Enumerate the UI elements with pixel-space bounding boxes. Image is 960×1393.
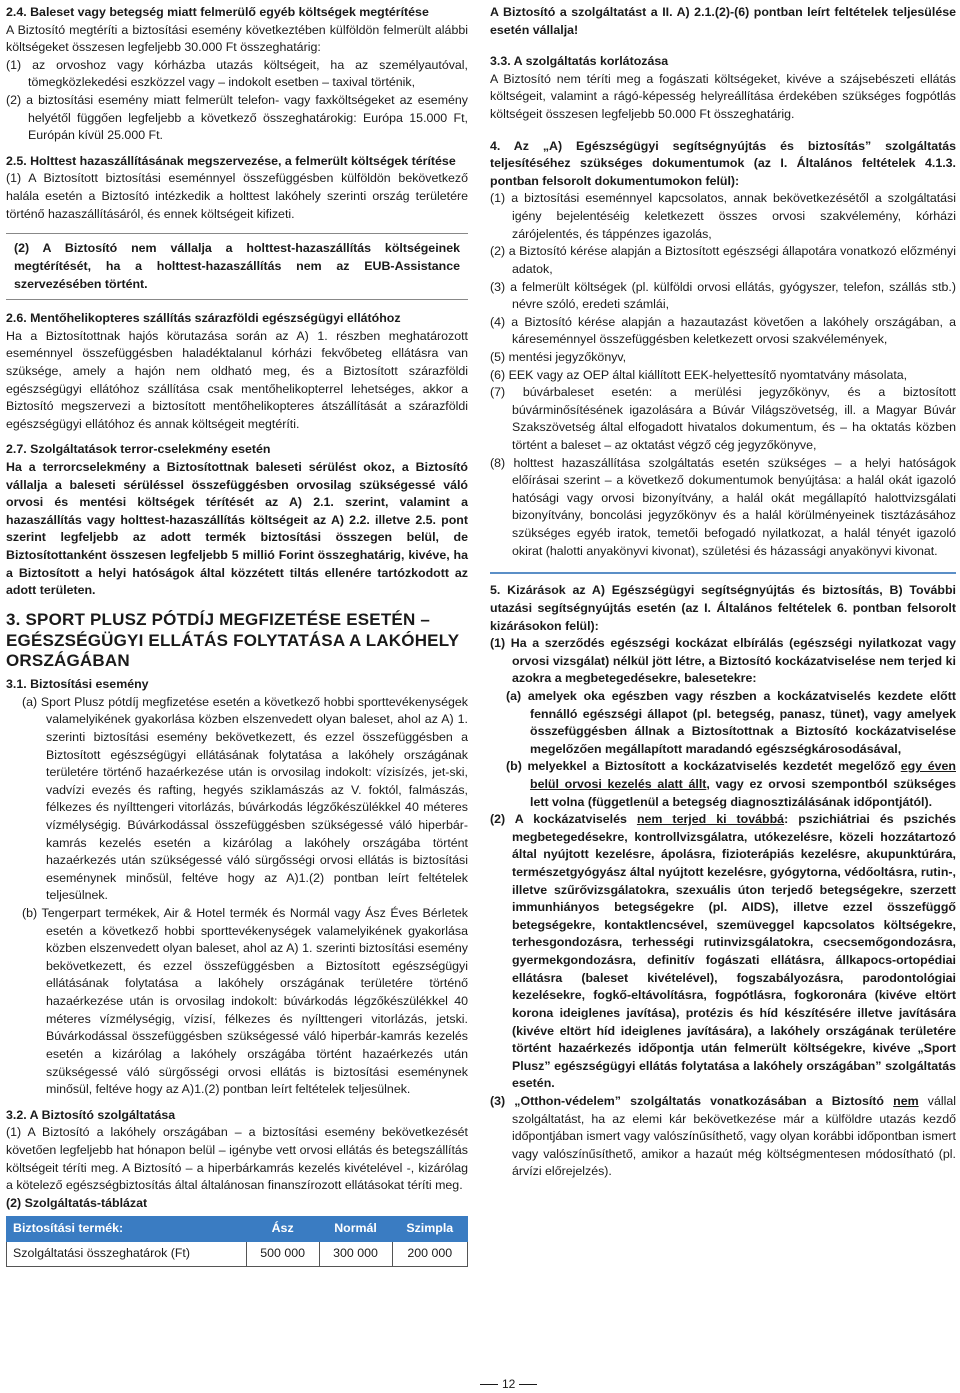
section-2-7-paragraph: Ha a terrorcselekmény a Biztosítottnak baleseti sérülést okoz, a Biztosító vállalja a baleseti sérüléssel összefüggésben orvosilag szükségessé váló orvosi és mentési költségek térítését az A) 2.1. szerint, valamint a hazaszállítás vagy holttest-hazaszállítás költségeit az A) 2.2. illetve 2.5. pont szerint legfeljebb az adott termék biztosítási összegen belül, de Biztosítottanként összesen legfeljebb 5 millió Forint összeghatárig, kivéve, ha a Biztosított a helyi hatóságok által közzétett tiltás ellenére tartózkodott az adott területen. — [6, 460, 468, 598]
section-2-5-paragraph: (1) A Biztosított biztosítási eseménnyel összefüggésben külföldön bekövetkező halála esetén a Biztosító intézkedik a holttest lakóhely szerinti ország területére történő hazaszállításáról, és ennek költségeit kifizeti. — [6, 171, 468, 221]
service-table-cell-asz: 500 000 — [246, 1241, 319, 1266]
section-2-6-paragraph: Ha a Biztosítottnak hajós körutazása során az A) 1. részben meghatározott eseménnyel összefüggésben haladéktalanul kórházi fekvőbeteg ellátásra van szüksége, amely a hajón nem oldható meg, és a Biztosított szárazföldi egészségügyi ellátóhoz szállítása csak mentőhelikopterrel lehetséges, akkor a Biztosító megszervezi a biztosított mentőhelikopteres átszállítását a szárazföldi egészségügyi ellátóhoz és annak költségeit megtéríti. — [6, 328, 468, 431]
section-2-7-heading: 2.7. Szolgáltatások terror-cselekmény esetén — [6, 442, 271, 457]
section-5-item-3: (3) „Otthon-védelem” szolgáltatás vonatkozásában a Biztosító nem vállal szolgáltatást, ha az elemi kár bekövetkezése már a külföldre utazás kezdő időpontjában ismert vagy valószínűsíthető, vagy olyan korábbi időpontban ismert vagy valószínűsíthető, amikor a hazaút még költségmentesen módosítható (pl. árvízi előrejelzés). — [490, 1093, 956, 1179]
section-3-heading: 3. SPORT PLUSZ PÓTDÍJ MEGFIZETÉSE ESETÉN – EGÉSZSÉGÜGYI ELLÁTÁS FOLYTATÁSA A LAKÓHELY ORSZÁGÁBAN — [6, 609, 459, 671]
section-5-item-1: (1) Ha a szerződés egészségi kockázat elbírálás (egészségi nyilatkozat vagy orvosi vizsgálat) nélkül jött létre, a Biztosító kockázatviselése nem terjed ki azokra a megbetegedésekre, balesetekre: — [490, 636, 956, 686]
section-2-6-heading: 2.6. Mentőhelikopteres szállítás szárazföldi egészségügyi ellátóhoz — [6, 311, 401, 326]
section-4-item-1: (1) a biztosítási eseménnyel kapcsolatos, annak bekövetkezésétől a szolgáltatási igény bejelentéséig keletkezett összes orvosi szakvélemény, kórházi zárójelentés, és táppénzes igazolás, — [490, 191, 956, 241]
service-table-header-product: Biztosítási termék: — [7, 1217, 247, 1242]
section-4-item-3: (3) a felmerült költségek (pl. külföldi orvosi ellátás, gyógyszer, telefon, szállás stb.) névre szóló, eredeti számlái, — [490, 279, 956, 312]
service-table-row — [7, 1241, 468, 1266]
section-4-item-5: (5) mentési jegyzőkönyv, — [490, 349, 627, 364]
service-table-header-asz: Ász — [246, 1217, 319, 1242]
section-2-4-item-1: (1) az orvoshoz vagy kórházba utazás költségeit, ha az személyautóval, tömegközlekedési eszközzel vagy – indokolt esetben – taxival történik, — [6, 57, 468, 90]
section-2-5-heading: 2.5. Holttest hazaszállításának megszervezése, a felmerült költségek térítése — [6, 153, 456, 168]
service-table-header-szimpla: Szimpla — [392, 1217, 468, 1242]
right-column — [490, 4, 956, 1181]
page-number: 12 — [476, 1376, 541, 1393]
section-5-item-2: (2) A kockázatviselés nem terjed ki továbbá: pszichiátriai és pszichés megbetegedésekre, kontrollvizsgálatra, utókezelésre, közeli hozzátartozó által nyújtott kezelésre, ápolásra, fizioterápiás kezelésre, akupunktúrára, természetgyógyász által nyújtott kezelésre, gyógytorna, védőoltásra, rutin-, illetve szűrővizsgálatokra, szexuális úton terjedő betegségekre, szerzett immunhiányos betegségekre (pl. AIDS), illetve ezzel összefüggő betegségekre, kontaktlencsével, szemüveggel kapcsolatos költségekre, terhesgondozásra, terhességi rutinvizsgálatokra, csecsemőgondozásra, gyermekgondozásra, definitív fogászati ellátásra, állkapocs-ortopédiai ellátásra (baleset kivételével), fogszabályozásra, parodontológiai kezelésekre, fogkő-eltávolításra, fogpótlásra, fogkoronára (kivéve eltört korona ideiglenes javítása), protézis és híd készítésére illetve javítására (kivéve eltört híd ideiglenes javítására), a lakóhely országának területére történt hazaérkezés időpontja után felmerült költségekre, kivéve „Sport Plusz” egészségügyi ellátás folytatása a lakóhely országában” szolgáltatás esetén. — [490, 812, 956, 1091]
section-2-4-heading: 2.4. Baleset vagy betegség miatt felmerülő egyéb költségek megtérítése — [6, 5, 429, 19]
section-4-heading: 4. Az „A) Egészségügyi segítségnyújtás és biztosítás” szolgáltatás teljesítéséhez szükséges dokumentumok (az I. Általános feltételek 4.1.3. pontban felsorolt dokumentumokon felül): — [490, 138, 956, 188]
section-2-4-intro: A Biztosító megtéríti a biztosítási esemény következtében külföldön felmerült alábbi költségeket összesen legfeljebb 30.000 Ft összeghatárig: — [6, 22, 468, 55]
service-table-header-row — [7, 1217, 468, 1242]
section-3-1-a: (a) Sport Plusz pótdíj megfizetése esetén a következő hobbi sporttevékenységek valamelyikének gyakorlása közben elszenvedett olyan baleset, ahol az A) 1. szerinti biztosítási esemény bekövetkezett, és ezzel összefüggésben a Biztosított egészségügyi ellátásának folytatása a lakóhely országának területére történő hazaérkezése után is orvosilag indokolt: vízisízés, jet-ski, vadvízi evezés és rafting, hegyés sziklamászás az V. foktól, falmászás, félkezes és nyílttengeri vitorlázás, búvárkodás légzőkészülékkel 40 méteres vízmélységig. Búvárkodással összefüggésben szükségessé váló hiperbár-kamrás kezelés esetén a kizárólag a lakóhely országába történt hazaérkezés után szükségessé váló sürgősségi orvosi ellátás is biztosítási eseménynek minősül, feltéve hogy az A)1.(2) pontban leírt feltételek teljesülnek. — [22, 694, 468, 903]
section-5-item-1-b: (b) melyekkel a Biztosított a kockázatviselés kezdetét megelőző egy éven belül orvosi kezelés alatt állt, vagy ez orvosi szempontból szükséges lett volna (függetlenül a betegség diagnosztizálásának időpontjától). — [506, 759, 956, 809]
section-4-item-7: (7) búvárbaleset esetén: a merülési jegyzőkönyv, és a biztosított búvárminősítésének igazolására a Búvár Világszövetség, ill. a Magyar Búvár Szakszövetség által elfogadott hivatalos dokumentum, és – ha oktatás közben történt a baleset – az oktatást végző cég jegyzőkönyve, — [490, 385, 956, 453]
section-4-item-8: (8) holttest hazaszállítása szolgáltatás esetén szükséges – a helyi hatóságok előírásai szerint – a következő dokumentumok benyújtása: a halál okát igazoló hatósági vagy orvosi bizonyítvány, a halál okát megállapító halottvizsgálati bizonyítvány, boncolási jegyzőkönyv és a halál körülményeinek tisztázásához szükséges egyéb iratok, temetői befogadó nyilatkozat, a halál tényét igazoló okirat (halotti anyakönyvi kivonat), születési és házassági anyakönyvi kivonat. — [490, 455, 956, 558]
section-4-item-2: (2) a Biztosító kérése alapján a Biztosított egészségi állapotára vonatkozó előzményi adatok, — [490, 244, 956, 276]
service-table-cell-normal: 300 000 — [319, 1241, 392, 1266]
section-3-2-paragraph-2: (2) Szolgáltatás-táblázat — [6, 1195, 148, 1210]
service-table — [6, 1216, 468, 1266]
section-2-5-box-text: (2) A Biztosító nem vállalja a holttest-hazaszállítás költségeinek megtérítését, ha a holttest-hazaszállítás nem az EUB-Assistance szervezésében történt. — [14, 241, 460, 291]
section-4-item-4: (4) a Biztosító kérése alapján a hazautazást követően a lakóhely országában, a káreseménnyel összefüggésben keletkezett orvosi szakvélemények, — [490, 314, 956, 347]
section-2-4-item-2: (2) a biztosítási esemény miatt felmerült telefon- vagy faxköltségeket az esemény helyétől függően legfeljebb a következő összeghatárokig: Európa 15.000 Ft, Európán kívül 25.000 Ft. — [6, 93, 468, 143]
left-column — [6, 4, 468, 1267]
section-3-1-b: (b) Tengerpart termékek, Air & Hotel termék és Normál vagy Ász Éves Bérletek esetén a következő hobbi sporttevékenységek valamelyikének gyakorlása közben elszenvedett olyan baleset, ahol az A) 1. szerinti biztosítási esemény bekövetkezett, és ezzel összefüggésben a Biztosított egészségügyi ellátásának folytatása a lakóhely országának területére történő hazaérkezése után is orvosilag indokolt: búvárkodás légzőkészülékkel 40 méteres vízmélységig, vízisí, félkezes és nyílttengeri vitorlázás, jetski. Búvárkodással összefüggésben szükségessé váló hiperbár-kamrás kezelés esetén a kizárólag a lakóhely országába történt hazaérkezés után szükségessé váló sürgősségi orvosi ellátás is biztosítási eseménynek minősül, feltéve hogy az A)1.(2) pontban leírt feltételek teljesülnek. — [22, 906, 468, 1097]
section-3-3-paragraph: A Biztosító nem téríti meg a fogászati költségeket, kivéve a szájsebészeti ellátás költségeit, valamint a rágó-képesség helyreállítása érdekében szükséges fogpótlás költségeit összesen legfeljebb 50.000 Ft összeghatárig. — [490, 71, 956, 122]
service-table-cell-szimpla: 200 000 — [392, 1241, 468, 1266]
section-2-5-highlight-box — [6, 233, 468, 300]
section-3-1-heading: 3.1. Biztosítási esemény — [6, 677, 149, 692]
section-3-3-heading: 3.3. A szolgáltatás korlátozása — [490, 54, 669, 69]
right-top-bold-note: A Biztosító a szolgáltatást a II. A) 2.1.(2)-(6) pontban leírt feltételek teljesülése esetén vállalja! — [490, 5, 956, 37]
section-4-item-6: (6) EEK vagy az OEP által kiállított EEK-helyettesítő nyomtatvány másolata, — [490, 367, 908, 382]
section-5-item-1-a: (a) amelyek oka egészben vagy részben a kockázatviselés kezdete előtt fennálló egészségi állapot (pl. betegség, panasz, tünet), vagy amelyek összefüggésben állnak a Biztosítottnak a Biztosító kockázatviselése megelőzően megállapított maradandó egészségkárosodásával, — [506, 688, 956, 756]
section-3-2-paragraph-1: (1) A Biztosító a lakóhely országában – a biztosítási esemény bekövetkezését követően legfeljebb hat hónapon belül – igénybe vett orvosi ellátás és betegszállítás költségeit téríti meg. A Biztosító – a hiperbárkamrás kezelés kivételével -, kizárólag a kötelező egészségbiztosítás által általánosan finanszírozott ellátásokat téríti meg. — [6, 1125, 468, 1193]
document-page — [6, 4, 956, 1391]
section-3-2-heading: 3.2. A Biztosító szolgáltatása — [6, 1107, 176, 1122]
service-table-header-normal: Normál — [319, 1217, 392, 1242]
service-table-row-label: Szolgáltatási összeghatárok (Ft) — [7, 1241, 247, 1266]
section-divider — [490, 572, 956, 574]
section-5-heading: 5. Kizárások az A) Egészségügyi segítségnyújtás és biztosítás, B) További utazási segítségnyújtás esetén (az I. Általános feltételek 6. pontban felsorolt kizárásokon felül): — [490, 583, 956, 633]
